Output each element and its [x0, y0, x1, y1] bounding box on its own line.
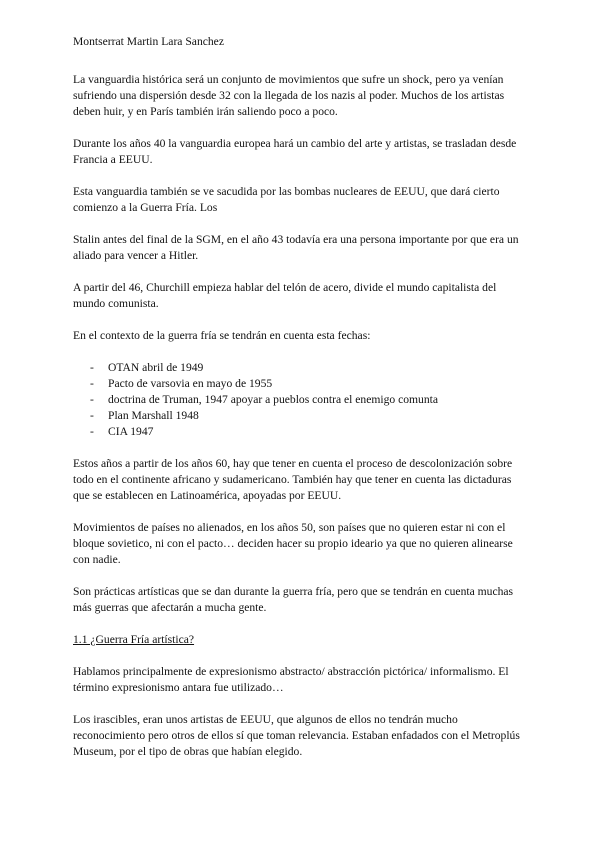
- list-dash-marker: -: [90, 361, 94, 374]
- list-item-text: Pacto de varsovia en mayo de 1955: [108, 377, 273, 390]
- list-item-text: doctrina de Truman, 1947 apoyar a pueblos contra el enemigo comunta: [108, 393, 439, 406]
- list-item-text: Plan Marshall 1948: [108, 409, 199, 422]
- list-item: [90, 424, 530, 440]
- list-dash-marker: -: [90, 377, 94, 390]
- paragraph-contexto-fechas: En el contexto de la guerra fría se tendrán en cuenta esta fechas:: [73, 329, 371, 342]
- list-dash-marker: -: [90, 393, 94, 406]
- paragraph-stalin: Stalin antes del final de la SGM, en el año 43 todavía era una persona importante por que era un aliado para vencer a Hitler.: [73, 233, 519, 262]
- list-dash-marker: -: [90, 409, 94, 422]
- paragraph-vanguardia-historica: La vanguardia histórica será un conjunto de movimientos que sufre un shock, pero ya venían sufriendo una dispersión desde 32 con la llegada de los nazis al poder. Muchos de los artistas deben huir, y en París también irán saliendo poco a poco.: [73, 73, 505, 118]
- list-item: [90, 376, 530, 392]
- paragraph-bombas-nucleares: Esta vanguardia también se ve sacudida por las bombas nucleares de EEUU, que dará cierto comienzo a la Guerra Fría. Los: [73, 185, 500, 214]
- list-item-text: CIA 1947: [108, 425, 154, 438]
- list-item: [90, 360, 530, 376]
- list-dash-marker: -: [90, 425, 94, 438]
- dates-list: [73, 360, 530, 440]
- list-item-text: OTAN abril de 1949: [108, 361, 204, 374]
- paragraph-expresionismo: Hablamos principalmente de expresionismo abstracto/ abstracción pictórica/ informalismo. El término expresionismo antara fue utilizado…: [73, 665, 509, 694]
- paragraph-anos-40: Durante los años 40 la vanguardia europea hará un cambio del arte y artistas, se trasladan desde Francia a EEUU.: [73, 137, 517, 166]
- author-name: Montserrat Martin Lara Sanchez: [73, 35, 224, 48]
- paragraph-no-alienados: Movimientos de países no alienados, en los años 50, son países que no quieren estar ni con el bloque sovietico, ni con el pacto… deciden hacer su propio ideario ya que no quieren alinearse con nadie.: [73, 521, 513, 566]
- list-item: [90, 392, 530, 408]
- section-heading: 1.1 ¿Guerra Fría artística?: [73, 633, 195, 646]
- list-item: [90, 408, 530, 424]
- paragraph-irascibles: Los irascibles, eran unos artistas de EEUU, que algunos de ellos no tendrán mucho reconocimiento pero otros de ellos sí que toman relevancia. Estaban enfadados con el Metroplús Museum, por el tipo de obras que habían elegido.: [73, 713, 520, 758]
- paragraph-churchill: A partir del 46, Churchill empieza hablar del telón de acero, divide el mundo capitalista del mundo comunista.: [73, 281, 497, 310]
- paragraph-practicas-artisticas: Son prácticas artísticas que se dan durante la guerra fría, pero que se tendrán en cuenta muchas más guerras que afectarán a mucha gente.: [73, 585, 514, 614]
- paragraph-descolonizacion: Estos años a partir de los años 60, hay que tener en cuenta el proceso de descolonización sobre todo en el continente africano y sudamericano. También hay que tener en cuenta las dictaduras que se establecen en Latinoamérica, apoyadas por EEUU.: [73, 457, 513, 502]
